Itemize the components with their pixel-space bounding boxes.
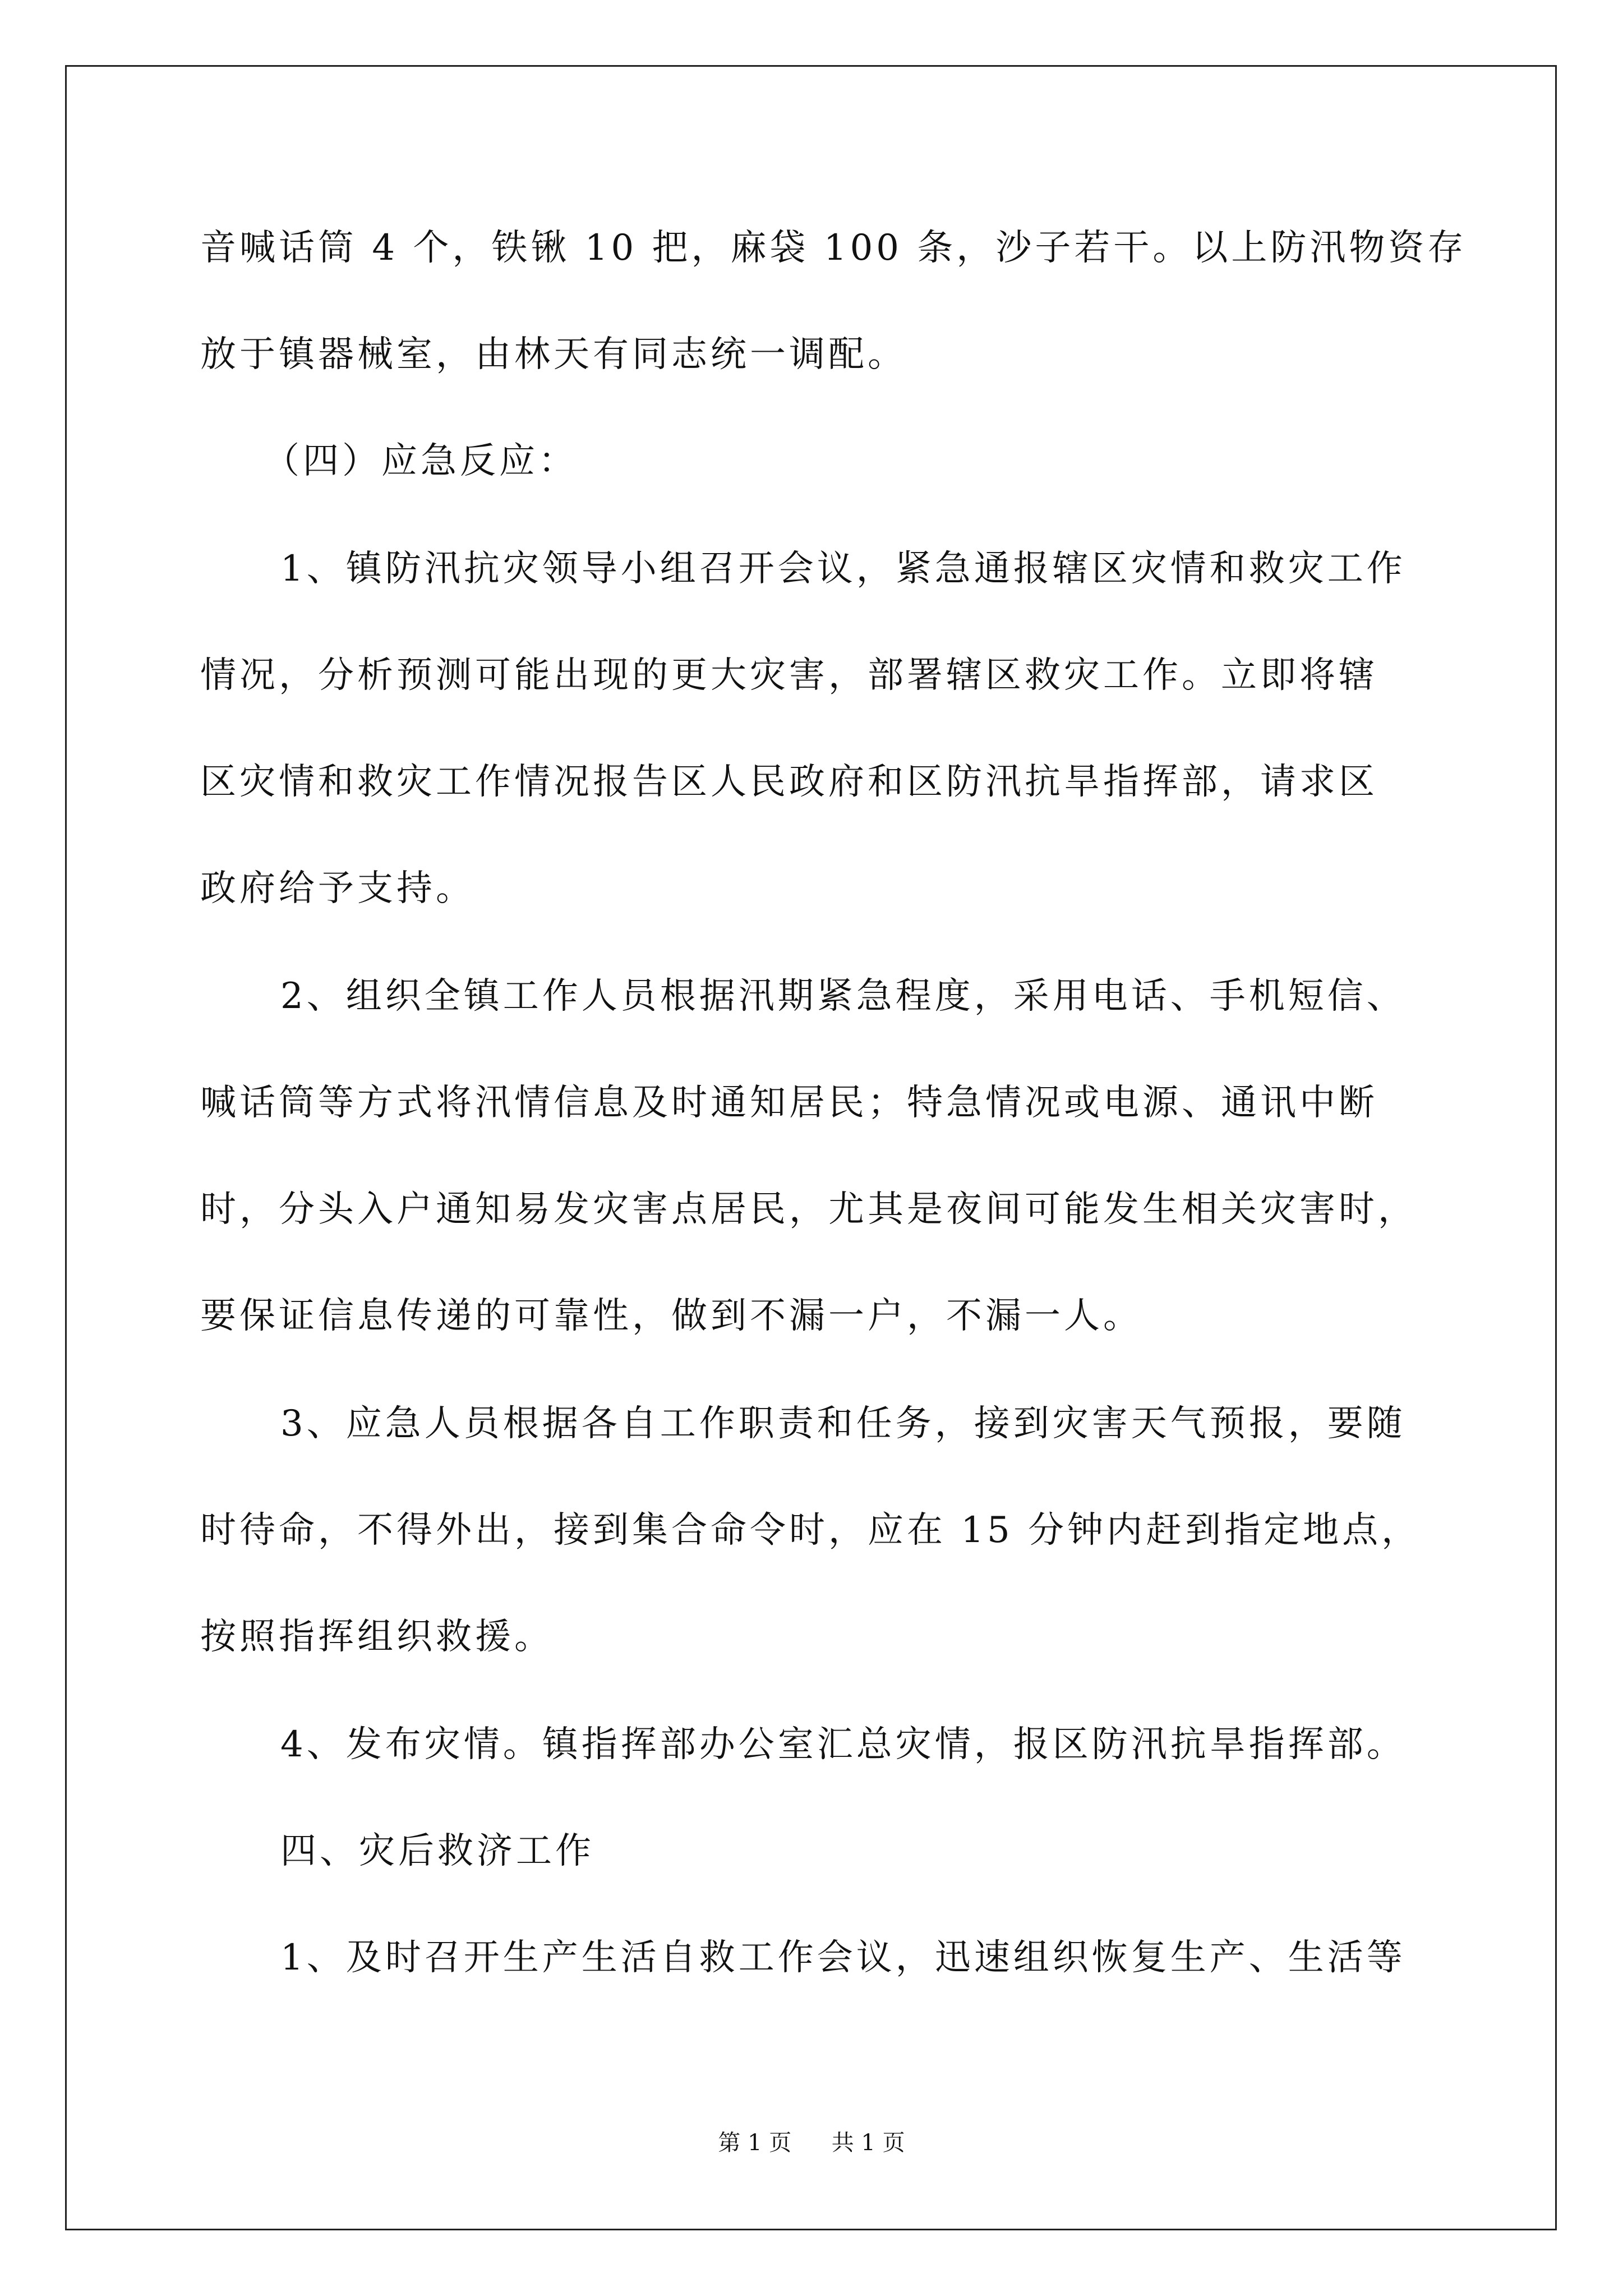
text-line: 按照指挥组织救援。 [200,1616,554,1658]
text-line: 1、镇防汛抗灾领导小组召开会议，紧急通报辖区灾情和救灾工作 [280,548,1406,590]
text-line: 音喊话筒 4 个，铁锹 10 把，麻袋 100 条，沙子若干。以上防汛物资存 [200,227,1467,269]
text-line: 时，分头入户通知易发灾害点居民，尤其是夜间可能发生相关灾害时， [200,1189,1417,1230]
text-line: 放于镇器械室，由林天有同志统一调配。 [200,334,907,375]
text-line: 时待命，不得外出，接到集合命令时，应在 15 分钟内赶到指定地点， [200,1510,1421,1551]
text-line: 1、及时召开生产生活自救工作会议，迅速组织恢复生产、生活等 [280,1937,1406,1978]
text-line: 要保证信息传递的可靠性，做到不漏一户，不漏一人。 [200,1295,1142,1337]
section-heading: （四）应急反应： [264,440,578,482]
section-heading: 四、灾后救济工作 [280,1830,594,1872]
text-line: 政府给予支持。 [200,868,475,909]
page-total: 共 1 页 [831,2130,905,2156]
text-line: 喊话筒等方式将汛情信息及时通知居民；特急情况或电源、通讯中断 [200,1082,1378,1124]
text-line: 情况，分析预测可能出现的更大灾害，部署辖区救灾工作。立即将辖 [200,655,1378,696]
page-footer [0,2125,1623,2157]
page-frame [65,65,1557,2230]
text-line: 区灾情和救灾工作情况报告区人民政府和区防汛抗旱指挥部，请求区 [200,761,1378,803]
text-line: 3、应急人员根据各自工作职责和任务，接到灾害天气预报，要随 [280,1403,1406,1444]
text-line: 2、组织全镇工作人员根据汛期紧急程度，采用电话、手机短信、 [280,976,1406,1017]
page-number: 第 1 页 [718,2130,792,2156]
text-line: 4、发布灾情。镇指挥部办公室汇总灾情，报区防汛抗旱指挥部。 [280,1724,1406,1765]
